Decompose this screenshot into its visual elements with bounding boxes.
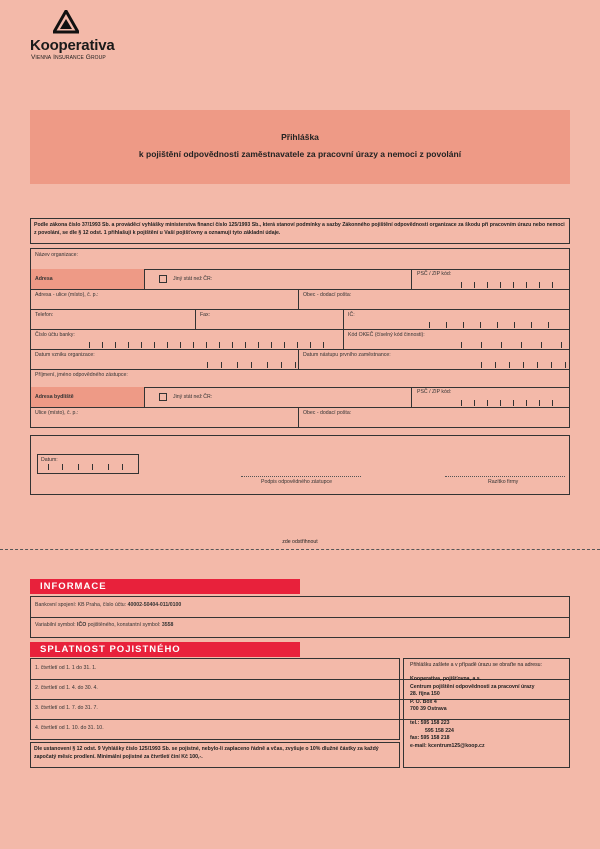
page-title: Přihláška (281, 132, 319, 142)
quarter-3: 3. čtvrtletí od 1. 7. do 31. 7. (35, 705, 98, 711)
founded-label: Datum vzniku organizace: (35, 352, 95, 358)
city-label-2: Obec - dodací pošta: (303, 410, 352, 416)
signature-box (30, 435, 570, 495)
kooperativa-logo-icon (53, 10, 79, 36)
account-label: Číslo účtu banky: (35, 332, 75, 338)
application-form (30, 248, 570, 428)
ic-label: IČ: (348, 312, 355, 318)
info-heading: INFORMACE (30, 579, 300, 594)
contact-box (403, 658, 570, 768)
street-row (31, 289, 569, 310)
founded-date-input[interactable] (207, 362, 297, 368)
intro-text: Podle zákona číslo 37/1993 Sb. a prováděcí vyhlášky ministerstva financí číslo 125/1993 Sb., která stanoví podmínky a sazby Zákonného pojištění odpovědnosti organizace za škodu při pracovním úrazu nebo nemoci z povolání, se dle § 12 odst. 1 přihlašuji k pojištění u Vaší pojišťovny a oznamuji tyto základní údaje. (30, 218, 570, 244)
list-item (31, 719, 399, 739)
quarter-4: 4. čtvrtletí od 1. 10. do 31. 10. (35, 725, 104, 731)
psc-input-2[interactable] (461, 400, 565, 406)
account-row (31, 329, 569, 350)
ic-input[interactable] (429, 322, 565, 328)
vs-ico: IČO (77, 622, 87, 628)
contact-intro: Přihlášku zašlete a v případě úrazu se obraťte na adresu: (410, 662, 542, 668)
org-name-label: Název organizace: (35, 252, 78, 258)
contact-line: 28. října 150 (410, 691, 440, 698)
address-row (31, 269, 569, 290)
okec-label: Kód OKEČ (číselný kód činnosti): (348, 332, 425, 338)
info-box (30, 596, 570, 638)
contact-line: Kooperativa, pojišťovna, a.s. (410, 676, 482, 683)
street-label: Adresa - ulice (místo), č. p.: (35, 292, 99, 298)
account-input[interactable] (89, 342, 339, 348)
payment-schedule (30, 658, 400, 740)
constant-symbol: 3558 (161, 622, 174, 628)
residence-row (31, 387, 569, 408)
foreign-country-checkbox-2[interactable] (159, 393, 167, 401)
street-label-2: Ulice (místo), č. p.: (35, 410, 79, 416)
contact-phone: tel.: 595 158 223 (410, 720, 450, 727)
first-employee-date-input[interactable] (481, 362, 565, 368)
cut-line (0, 549, 600, 550)
vs-mid: pojištěného, konstantní symbol: (87, 622, 161, 628)
stamp-label: Razítko firmy (488, 479, 519, 485)
foreign-country-label: Jiný stát než ČR: (173, 276, 213, 282)
contact-line: Centrum pojištění odpovědnosti za pracovní úrazy (410, 683, 535, 690)
contact-line: P. O. Box 4 (410, 698, 437, 705)
contact-email[interactable]: e-mail: kcentrum125@koop.cz (410, 742, 485, 749)
payment-heading: SPLATNOST POJISTNÉHO (30, 642, 300, 657)
page-subtitle: k pojištění odpovědnosti zaměstnavatele za pracovní úrazy a nemoci z povolání (138, 149, 462, 159)
symbol-row (31, 617, 569, 637)
foreign-country-checkbox[interactable] (159, 275, 167, 283)
vs-prefix: Variabilní symbol: (35, 622, 76, 628)
logo-subtitle: Vienna Insurance Group (31, 54, 106, 61)
quarter-1: 1. čtvrtletí od 1. 1 do 31. 1. (35, 665, 97, 671)
date-label: Datum: (41, 457, 58, 463)
fax-label: Fax: (200, 312, 211, 318)
psc-label-2: PSČ / ZIP kód: (417, 389, 452, 395)
bank-row (31, 597, 569, 618)
dates-row (31, 349, 569, 370)
representative-label: Příjmení, jméno odpovědného zástupce: (35, 372, 128, 378)
bank-prefix: Bankovní spojení: KB Praha, číslo účtu: (35, 602, 127, 608)
penalty-note: Dle ustanovení § 12 odst. 9 Vyhlášky číslo 125/1993 Sb. se pojistné, nebylo-li zaplaceno řádně a včas, zvyšuje o 10% dlužné částky za každý započatý měsíc prodlení. Minimální pojistné za čtvrtletí činí Kč 100,-. (30, 742, 400, 768)
phone-label: Telefon: (35, 312, 54, 318)
contact-fax: fax: 595 158 218 (410, 735, 450, 742)
org-name-field[interactable] (31, 249, 569, 270)
contact-phone-2: 595 158 224 (425, 727, 454, 734)
signature-line[interactable] (241, 476, 361, 477)
address-label: Adresa (35, 276, 53, 282)
title-box (30, 110, 570, 184)
psc-input[interactable] (461, 282, 565, 288)
contact-line: 700 39 Ostrava (410, 706, 447, 713)
psc-label: PSČ / ZIP kód: (417, 271, 452, 277)
quarter-2: 2. čtvrtletí od 1. 4. do 30. 4. (35, 685, 98, 691)
date-field[interactable] (37, 454, 139, 474)
contact-row (31, 309, 569, 330)
first-employee-label: Datum nástupu prvního zaměstnance: (303, 352, 391, 358)
cut-label: zde odstřihnout (282, 539, 318, 545)
signature-label: Podpis odpovědného zástupce (261, 479, 332, 485)
bank-account: 40002-50404-011/0100 (127, 602, 182, 608)
foreign-country-label-2: Jiný stát než ČR: (173, 394, 213, 400)
representative-field[interactable] (31, 369, 569, 388)
city-label: Obec - dodací pošta: (303, 292, 352, 298)
residence-street-row (31, 407, 569, 427)
stamp-line[interactable] (445, 476, 565, 477)
okec-input[interactable] (461, 342, 565, 348)
logo-name: Kooperativa (30, 37, 115, 54)
residence-label: Adresa bydliště (35, 394, 74, 400)
